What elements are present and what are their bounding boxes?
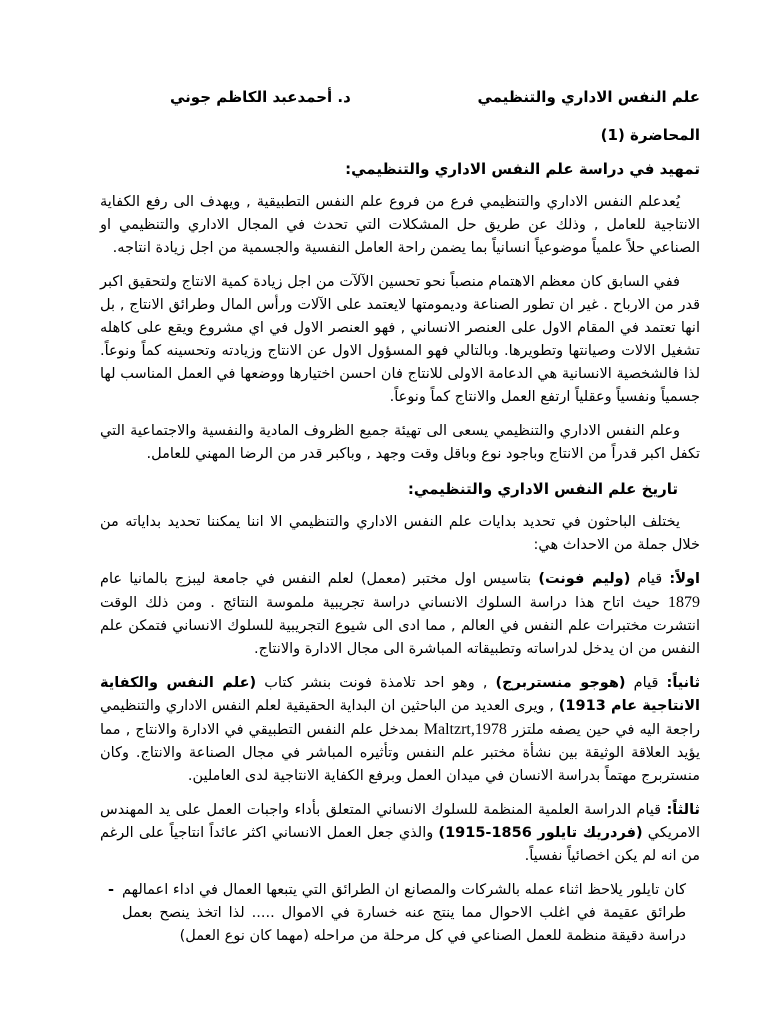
point-1-mid: بتاسيس اول مختبر (معمل) لعلم النفس في جامعة ليبزج بالمانيا عام [100, 571, 539, 587]
intro-paragraph-1: يُعدعلم النفس الاداري والتنظيمي فرع من فروع علم النفس التطبيقية , ويهدف الى رفع الكفاية الانتاجية للعامل , وذلك عن طريق حل المشكلات التي تحدث في المجال الاداري والتنظيمي او الصناعي حلاً علمياً موضوعياً انسانياً بما يضمن راحة العامل النفسية والجسمية من اجل زيادة انتاجه. [100, 194, 700, 256]
intro-paragraph-2: ففي السابق كان معظم الاهتمام منصباً نحو تحسين الآلآت من اجل زيادة كمية الانتاج ولتحقيق اكبر قدر من الارباح . غير ان تطور الصناعة وديمومتها لايعتمد على الآلات ورأس المال وطرائق الانتاج , بل انها تعتمد في المقام الاول على العنصر الانساني , فهو العنصر الاول في اي مشروع ويقع على كاهله تشغيل الالات وصيانتها وتطويرها. وبالتالي فهو المسؤول الاول عن الانتاج وزيادته وتحسينه كماً ونوعاً. لذا فالشخصية الانسانية هي الدعامة الاولى للانتاج فان احسن اختيارها ووضعها في العمل المناسب لها جسمياً ونفسياً وعقلياً ارتفع العمل والانتاج كماً ونوعاً. [100, 274, 700, 405]
point-3-post: والذي جعل العمل الانساني اكثر عائداً انتاجياً على الرغم من انه لم يكن اخصائياً نفسياً. [100, 825, 700, 864]
point-2-citation: Maltzrt,1978 [423, 721, 507, 738]
point-3-pre: قيام الدراسة العلمية المنظمة للسلوك الانساني المتعلق بأداء واجبات العمل على يد المهندس الامريكي [100, 802, 700, 841]
point-1-lead: اولاً: [669, 571, 700, 587]
point-3-lead: ثالثاً: [666, 802, 700, 818]
history-point-3 [100, 799, 700, 868]
point-2-book: (علم النفس والكفاية الانتاجية عام 1913) [100, 675, 700, 714]
point-2-mid: , وهو احد تلامذة فونت بنشر كتاب [256, 675, 496, 691]
point-1-post: حيث اتاح هذا دراسة السلوك الانساني دراسة تجريبية ملموسة النتائج . ومن ذلك الوقت انتشرت مختبرات علم النفس في العالم , مما ادى الى شيوع التجريبية للسلوك الانساني فتمكن علم النفس من ان يدخل لدراساته وتطبيقاته المباشرة الى مجال الادارة والانتاج. [100, 595, 700, 657]
document-page [100, 86, 700, 948]
bullet-text: كان تايلور يلاحظ اثناء عمله بالشركات والمصانع ان الطرائق التي يتبعها العمال في اداء اعمالهم طرائق عقيمة في اغلب الاحوال مما ينتج عنه خسارة في الاموال ..... لذا اتخذ ينصح بعمل دراسة دقيقة منظمة للعمل الصناعي في كل مرحلة من مراحله (مهما كان نوع العمل) [122, 882, 686, 944]
intro-section-title: تمهيد في دراسة علم النفس الاداري والتنظيمي: [345, 160, 700, 178]
lecture-number: المحاضرة (1) [600, 126, 700, 144]
history-intro-paragraph: يختلف الباحثون في تحديد بدايات علم النفس الاداري والتنظيمي الا اننا يمكننا تحديد بداياته من خلال جملة من الاحداث هي: [100, 514, 700, 553]
intro-paragraph-3: وعلم النفس الاداري والتنظيمي يسعى الى تهيئة جميع الظروف المادية والنفسية والاجتماعية التي تكفل اكبر قدراً من الانتاج وباجود نوع وباقل وقت وجهد , وباكبر قدر من الرضا المهني للعامل. [100, 423, 700, 462]
point-1-year: 1879 [668, 594, 700, 611]
point-2-mid2: , ويرى العديد من الباحثين ان البداية الحقيقية لعلم النفس الاداري والتنظيمي راجعة اليه في حين يصفه ملتزر [100, 698, 700, 738]
point-1-name: (وليم فونت) [538, 571, 631, 587]
point-2-name: (هوجو منستربرج) [495, 675, 626, 691]
history-point-1 [100, 568, 700, 661]
point-2-pre: قيام [625, 675, 667, 691]
bullet-item [100, 879, 700, 948]
history-point-2 [100, 672, 700, 788]
point-2-post: بمدخل علم النفس التطبيقي في الادارة والانتاج , مما يؤيد العلاقة الوثيقة بين نشأة مختبر علم النفس وتأثيره المباشر في مجال الصناعة والانتاج. وكان منستربرج مهتماً بدراسة الانسان في ميدان العمل وبرفع الكفاية الانتاجية لدى العاملين. [100, 722, 700, 784]
document-header [100, 86, 700, 108]
bullet-mark: - [107, 882, 115, 898]
author-name: د. أحمدعبد الكاظم جوني [170, 88, 351, 106]
point-1-pre: قيام [630, 571, 670, 587]
point-2-lead: ثانياً: [666, 675, 701, 691]
course-title: علم النفس الاداري والتنظيمي [477, 88, 700, 106]
history-section-title: تاريخ علم النفس الاداري والتنظيمي: [407, 480, 678, 498]
point-3-name: (فردريك تايلور 1856-1915) [438, 825, 643, 841]
